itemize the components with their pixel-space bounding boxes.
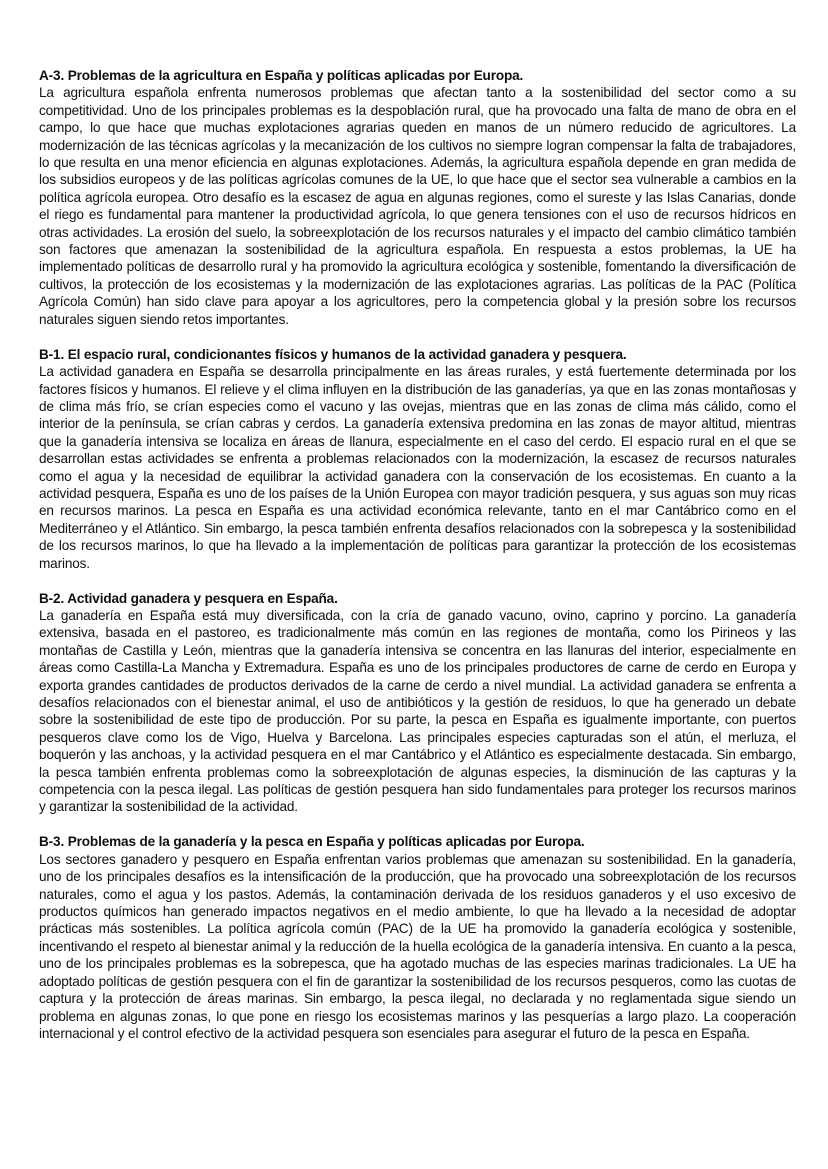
section-b1: [39, 346, 796, 572]
section-b3: [39, 833, 796, 1042]
section-heading: B-3. Problemas de la ganadería y la pesca en España y políticas aplicadas por Europa.: [39, 834, 585, 850]
section-body: La agricultura española enfrenta numerosos problemas que afectan tanto a la sostenibilidad del sector como a su competitividad. Uno de los principales problemas es la despoblación rural, que ha provocado una falta de mano de obra en el campo, lo que hace que muchas explotaciones agrarias queden en manos de un número reducido de agricultores. La modernización de las técnicas agrícolas y la mecanización de los cultivos no siempre logran compensar la falta de trabajadores, lo que resulta en una menor eficiencia en algunas explotaciones. Además, la agricultura española depende en gran medida de los subsidios europeos y de las políticas agrícolas comunes de la UE, lo que hace que el sector sea vulnerable a cambios en la política agrícola europea. Otro desafío es la escasez de agua en algunas regiones, como el sureste y las Islas Canarias, donde el riego es fundamental para mantener la productividad agrícola, lo que genera tensiones con el uso de recursos hídricos en otras actividades. La erosión del suelo, la sobreexplotación de los recursos naturales y el impacto del cambio climático también son factores que amenazan la sostenibilidad de la agricultura española. En respuesta a estos problemas, la UE ha implementado políticas de desarrollo rural y ha promovido la agricultura ecológica y sostenible, fomentando la diversificación de cultivos, la protección de los ecosistemas y la modernización de las explotaciones agrarias. Las políticas de la PAC (Política Agrícola Común) han sido clave para apoyar a los agricultores, pero la competencia global y la presión sobre los recursos naturales siguen siendo retos importantes.: [39, 85, 796, 327]
section-body: La actividad ganadera en España se desarrolla principalmente en las áreas rurales, y está fuertemente determinada por los factores físicos y humanos. El relieve y el clima influyen en la distribución de las ganaderías, ya que en las zonas montañosas y de clima más frío, se crían especies como el vacuno y las ovejas, mientras que en las zonas de clima más cálido, como el interior de la península, se crían cabras y cerdos. La ganadería extensiva predomina en las zonas de mayor altitud, mientras que la ganadería intensiva se localiza en áreas de llanura, especialmente en el caso del cerdo. El espacio rural en el que se desarrollan estas actividades se enfrenta a problemas relacionados con la modernización, la escasez de recursos naturales como el agua y la necesidad de equilibrar la actividad ganadera con la conservación de los ecosistemas. En cuanto a la actividad pesquera, España es uno de los países de la Unión Europea con mayor tradición pesquera, y sus aguas son muy ricas en recursos marinos. La pesca en España es una actividad económica relevante, tanto en el mar Cantábrico como en el Mediterráneo y el Atlántico. Sin embargo, la pesca también enfrenta desafíos relacionados con la sobrepesca y la sostenibilidad de los recursos marinos, lo que ha llevado a la implementación de políticas para garantizar la protección de los ecosistemas marinos.: [39, 364, 796, 571]
section-heading: A-3. Problemas de la agricultura en España y políticas aplicadas por Europa.: [39, 68, 524, 83]
section-body: La ganadería en España está muy diversificada, con la cría de ganado vacuno, ovino, caprino y porcino. La ganadería extensiva, basada en el pastoreo, es tradicionalmente más común en las regiones de montaña, como los Pirineos y las montañas de Castilla y León, mientras que la ganadería intensiva se concentra en las llanuras del interior, especialmente en áreas como Castilla-La Mancha y Extremadura. España es uno de los principales productores de carne de cerdo en Europa y exporta grandes cantidades de productos derivados de la carne de cerdo a nivel mundial. La actividad ganadera se enfrenta a desafíos relacionados con el bienestar animal, el uso de antibióticos y la gestión de residuos, lo que ha generado un debate sobre la sostenibilidad de este tipo de producción. Por su parte, la pesca en España es igualmente importante, con puertos pesqueros clave como los de Vigo, Huelva y Barcelona. Las principales especies capturadas son el atún, el merluza, el boquerón y las anchoas, y la actividad pesquera en el mar Cantábrico y el Atlántico es especialmente destacada. Sin embargo, la pesca también enfrenta problemas como la sobreexplotación de algunas especies, la disminución de las capturas y la competencia con la pesca ilegal. Las políticas de gestión pesquera han sido fundamentales para proteger los recursos marinos y garantizar la sostenibilidad de la actividad.: [39, 607, 796, 815]
section-a3: [39, 67, 796, 328]
document-page: [39, 67, 796, 1060]
section-heading: B-1. El espacio rural, condicionantes físicos y humanos de la actividad ganadera y pesquera.: [39, 346, 627, 362]
section-body: Los sectores ganadero y pesquero en España enfrentan varios problemas que amenazan su sostenibilidad. En la ganadería, uno de los principales desafíos es la intensificación de la producción, que ha provocado una sobreexplotación de los recursos naturales, como el agua y los pastos. Además, la contaminación derivada de los residuos ganaderos y el uso excesivo de productos químicos han generado impactos negativos en el medio ambiente, lo que ha llevado a la necesidad de adoptar prácticas más sostenibles. La política agrícola común (PAC) de la UE ha promovido la ganadería ecológica y sostenible, incentivando el respeto al bienestar animal y la reducción de la huella ecológica de la ganadería intensiva. En cuanto a la pesca, uno de los principales problemas es la sobrepesca, que ha agotado muchas de las especies marinas tradicionales. La UE ha adoptado políticas de gestión pesquera con el fin de garantizar la sostenibilidad de los recursos pesqueros, como las cuotas de captura y la protección de áreas marinas. Sin embargo, la pesca ilegal, no declarada y no reglamentada sigue siendo un problema en algunas zonas, lo que pone en riesgo los ecosistemas marinos y las pesquerías a largo plazo. La cooperación internacional y el control efectivo de la actividad pesquera son esenciales para asegurar el futuro de la pesca en España.: [39, 851, 796, 1041]
section-b2: [39, 590, 796, 816]
section-heading: B-2. Actividad ganadera y pesquera en España.: [39, 590, 338, 606]
